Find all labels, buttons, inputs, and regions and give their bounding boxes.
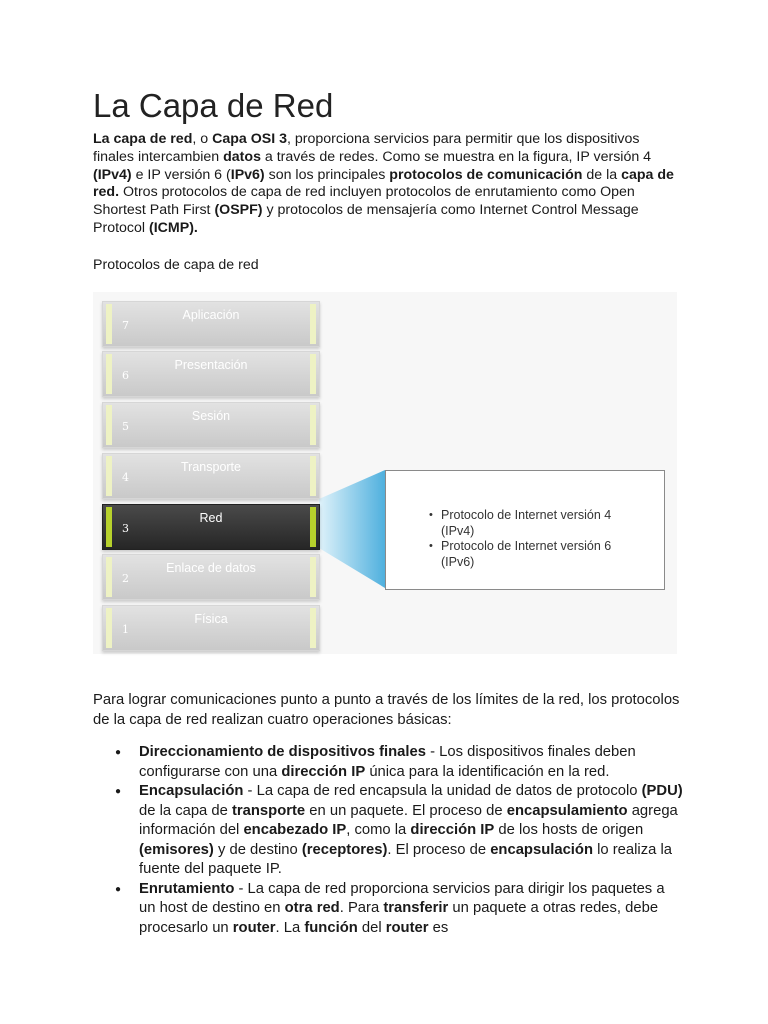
text-run: , proporciona servicios para permitir que los dispositivos finales intercambien [93, 131, 640, 165]
text-run: de la capa de [139, 802, 232, 819]
text-run: - La capa de red encapsula la unidad de datos de protocolo [243, 783, 642, 799]
bold-text: (OSPF) [214, 202, 263, 219]
bold-text: dirección IP [410, 822, 495, 838]
text-run: son los principales [264, 166, 390, 183]
osi-layer-6 [102, 351, 320, 397]
protocol-list [386, 508, 664, 570]
operation-item [93, 880, 683, 939]
text-run: y de destino [213, 841, 302, 858]
bold-text: (ICMP). [149, 219, 198, 236]
osi-layer-7 [102, 301, 320, 347]
layer-name: Presentación [174, 358, 248, 372]
operation-item [93, 782, 683, 880]
bold-text: protocolos de comunicación [389, 166, 583, 183]
text-run: , como la [346, 822, 411, 838]
text-run: , o [192, 131, 213, 147]
text-run: - Los dispositivos finales deben configurarse con una [139, 744, 636, 780]
text-run: lo realiza la fuente del paquete IP. [139, 841, 672, 877]
layer-name: Transporte [181, 460, 241, 474]
osi-figure [93, 292, 677, 654]
operation-item [93, 743, 683, 782]
text-run: y protocolos de mensajería como Internet Control Message Protocol [93, 202, 639, 236]
figure-caption: Protocolos de capa de red [93, 257, 259, 273]
bold-text: (emisores) [139, 841, 214, 858]
protocol-item: • Protocolo de Internet versión 6 (IPv6) [441, 539, 641, 570]
layer-number: 5 [122, 420, 129, 433]
osi-layer-5 [102, 402, 320, 448]
protocol-callout-box [385, 470, 665, 590]
operations-intro: Para lograr comunicaciones punto a punto a través de los límites de la red, los protocolos de la capa de red realizan cuatro operaciones básicas: [93, 692, 680, 728]
text-run: . Para [339, 900, 384, 916]
text-run: Otros protocolos de capa de red incluyen protocolos de enrutamiento como Open Shortest Path First [93, 184, 635, 219]
layer-name: Enlace de datos [166, 561, 256, 575]
page-title: La Capa de Red [93, 87, 334, 124]
osi-layer-3 [102, 504, 320, 550]
layer-number: 7 [122, 319, 129, 332]
text-run: e IP versión 6 ( [131, 166, 231, 183]
protocol-item: • Protocolo de Internet versión 4 (IPv4) [441, 508, 641, 539]
layer-number: 2 [122, 572, 129, 585]
bold-text: encapsulamiento [506, 802, 628, 819]
bold-text: router [385, 919, 429, 936]
text-run: es [428, 919, 449, 936]
bold-text: Encapsulación [139, 783, 244, 799]
bold-text: (PDU) [641, 783, 683, 799]
layer-number: 4 [122, 471, 129, 484]
osi-layer-2 [102, 554, 320, 600]
layer-name: Red [199, 511, 223, 525]
intro-paragraph [93, 131, 683, 238]
text-run: agrega información del [139, 802, 678, 838]
bold-text: router [232, 919, 276, 936]
bold-text: IPv6) [230, 166, 265, 183]
text-run: . El proceso de [387, 841, 491, 858]
layer-number: 1 [122, 623, 129, 636]
text-run: a través de redes. Como se muestra en la figura, IP versión 4 [260, 148, 652, 165]
bold-text: función [304, 919, 358, 936]
text-run: de los hosts de origen [494, 822, 644, 838]
bold-text: encapsulación [490, 841, 593, 858]
text-run: en un paquete. El proceso de [305, 802, 507, 819]
bold-text: transferir [383, 900, 449, 916]
bold-text: encabezado IP [243, 822, 347, 838]
bold-text: Enrutamiento [139, 880, 235, 897]
osi-layer-4 [102, 453, 320, 499]
text-run: única para la identificación en la red. [365, 763, 610, 780]
layer-name: Aplicación [182, 308, 240, 322]
bold-text: transporte [231, 802, 306, 819]
bold-text: La capa de red [93, 131, 193, 147]
bold-text: capa de red. [93, 166, 674, 201]
bold-text: Direccionamiento de dispositivos finales [139, 744, 426, 760]
text-run: - La capa de red proporciona servicios para dirigir los paquetes a un host de destino en [139, 880, 665, 916]
text-run: del [357, 919, 386, 936]
text-run: un paquete a otras redes, debe procesarlo un [139, 900, 659, 936]
bold-text: dirección IP [281, 763, 366, 780]
bold-text: (receptores) [301, 841, 388, 858]
bold-text: Capa OSI 3 [212, 131, 287, 147]
layer-name: Física [194, 612, 228, 626]
text-run: de la [582, 166, 622, 183]
osi-layer-1 [102, 605, 320, 651]
layer-number: 3 [122, 522, 129, 535]
layer-name: Sesión [191, 409, 231, 423]
operations-list [93, 743, 683, 938]
bold-text: datos [223, 148, 261, 165]
bold-text: (IPv4) [93, 166, 132, 183]
bold-text: otra red [284, 900, 340, 916]
layer-number: 6 [122, 369, 129, 382]
text-run: . La [275, 919, 305, 936]
